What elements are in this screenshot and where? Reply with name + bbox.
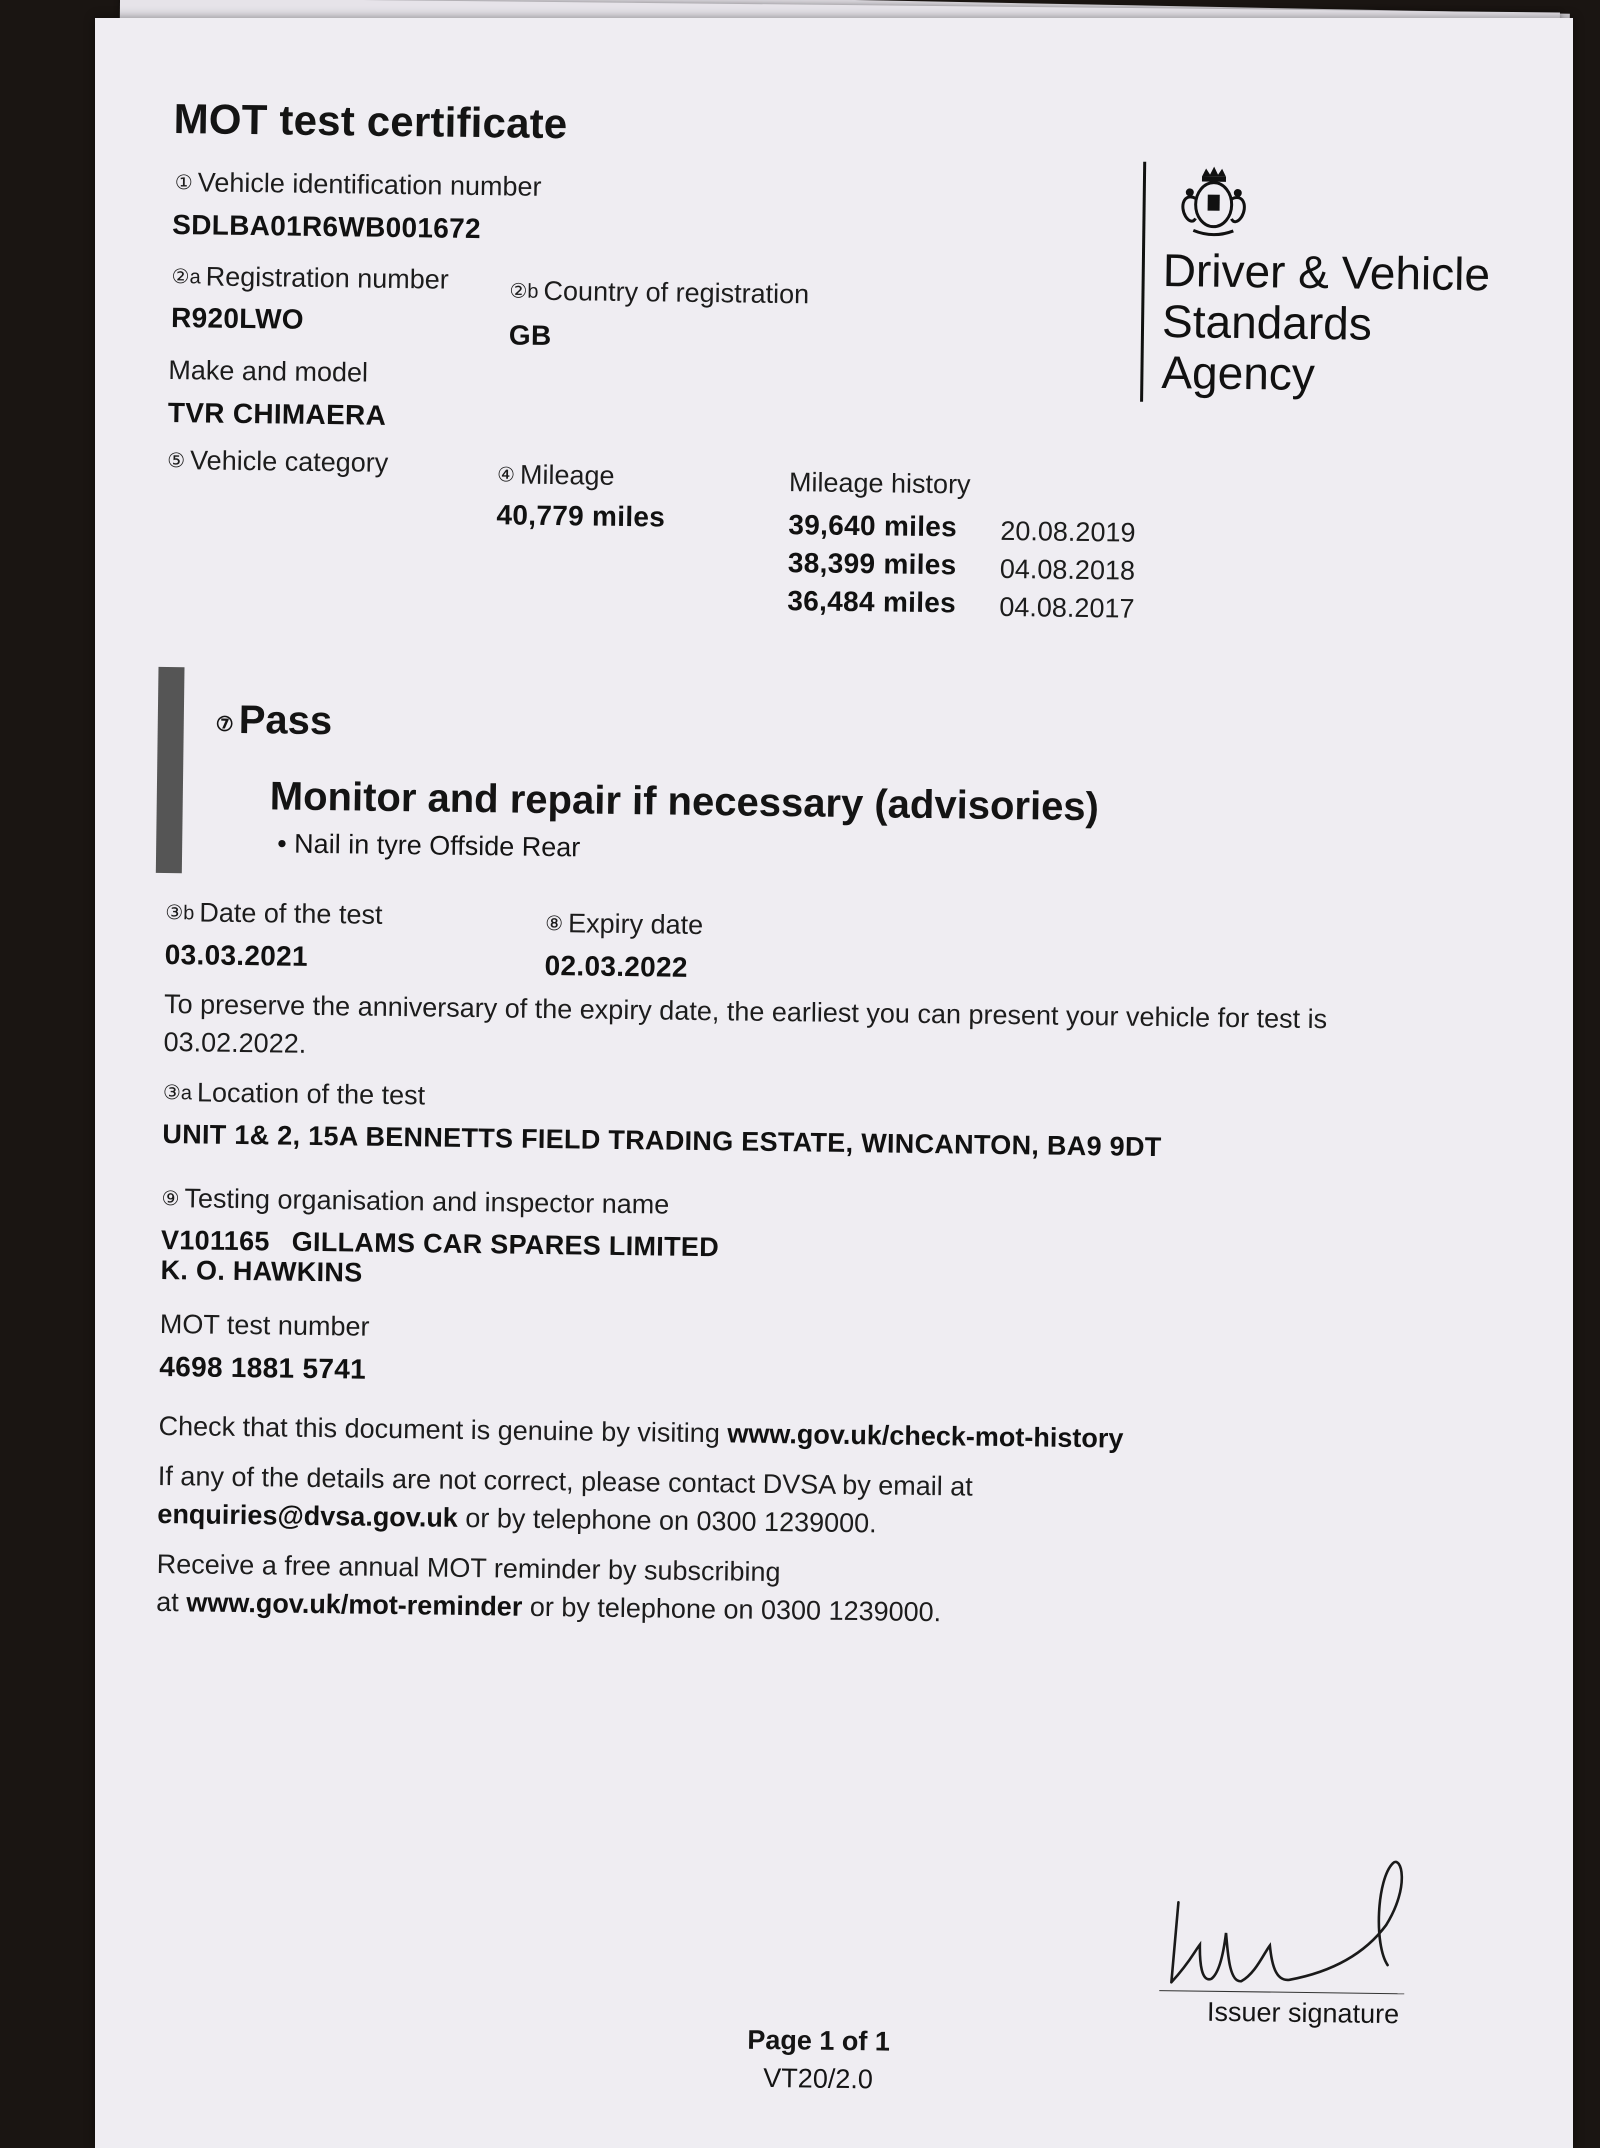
organisation-name: GILLAMS CAR SPARES LIMITED xyxy=(291,1226,720,1263)
issuer-signature-icon xyxy=(1159,1832,1421,1995)
inspector-name: K. O. HAWKINS xyxy=(160,1254,363,1288)
test-result xyxy=(216,698,333,745)
country-label-text: Country of registration xyxy=(543,275,810,310)
make-model-value: TVR CHIMAERA xyxy=(167,396,387,431)
mot-reminder-link[interactable]: www.gov.uk/mot-reminder xyxy=(186,1587,523,1622)
test-date-label-text: Date of the test xyxy=(199,897,383,930)
mot-certificate-page xyxy=(95,18,1573,2148)
site-number: V101165 xyxy=(160,1224,270,1257)
test-result-status: Pass xyxy=(238,697,333,744)
royal-crest-icon xyxy=(1171,162,1256,241)
test-date-label xyxy=(165,897,383,931)
dvsa-logo xyxy=(1140,162,1491,407)
reminder-at: at xyxy=(156,1586,179,1618)
location-label-text: Location of the test xyxy=(196,1077,426,1111)
organisation-label xyxy=(161,1183,669,1221)
registration-label-text: Registration number xyxy=(205,261,449,295)
anniversary-note xyxy=(163,985,1327,1076)
vin-label-text: Vehicle identification number xyxy=(197,167,542,202)
mileage-history-date: 04.08.2018 xyxy=(999,553,1136,586)
anniversary-note-line: 03.02.2022. xyxy=(163,1026,307,1059)
mileage-history-label: Mileage history xyxy=(788,467,971,500)
field-number-marker: ②a xyxy=(171,266,201,289)
signature-label: Issuer signature xyxy=(1206,1996,1400,2030)
mileage-label xyxy=(497,459,615,492)
vehicle-category-label xyxy=(167,445,388,479)
location-value: UNIT 1& 2, 15A BENNETTS FIELD TRADING ESTATE, WINCANTON, BA9 9DT xyxy=(162,1118,1162,1163)
make-model-label: Make and model xyxy=(168,354,369,388)
expiry-date-label-text: Expiry date xyxy=(567,908,704,941)
mileage-history-date: 20.08.2019 xyxy=(1000,515,1136,548)
agency-name-line3: Agency xyxy=(1161,345,1316,400)
expiry-date-label xyxy=(545,908,703,941)
expiry-date-value: 02.03.2022 xyxy=(544,949,688,983)
page-number: Page 1 of 1 xyxy=(747,2024,891,2057)
agency-name-line2: Standards xyxy=(1161,294,1373,350)
mot-number-label: MOT test number xyxy=(159,1308,370,1342)
contact-line: If any of the details are not correct, please contact DVSA by email at xyxy=(157,1460,973,1502)
mileage-history-miles: 38,399 miles xyxy=(787,547,957,581)
check-genuine-text xyxy=(158,1407,1123,1458)
check-mot-history-link[interactable]: www.gov.uk/check-mot-history xyxy=(727,1418,1124,1454)
field-number-marker: ③b xyxy=(165,901,195,925)
registration-label xyxy=(171,261,449,296)
mileage-history-miles: 39,640 miles xyxy=(788,509,958,543)
check-genuine-label: Check that this document is genuine by visiting xyxy=(158,1410,721,1449)
dvsa-email-link[interactable]: enquiries@dvsa.gov.uk xyxy=(157,1498,459,1533)
result-bar xyxy=(156,667,185,873)
reminder-text xyxy=(156,1545,942,1631)
mileage-value: 40,779 miles xyxy=(496,499,666,533)
field-number-marker: ⑦ xyxy=(215,713,234,736)
mileage-history-miles: 36,484 miles xyxy=(787,585,957,619)
contact-phone: or by telephone on 0300 1239000. xyxy=(465,1502,877,1539)
reminder-phone: or by telephone on 0300 1239000. xyxy=(529,1591,942,1628)
mot-number-value: 4698 1881 5741 xyxy=(159,1350,367,1385)
certificate-title: MOT test certificate xyxy=(173,95,568,148)
mileage-history-date: 04.08.2017 xyxy=(999,591,1135,624)
agency-name-line1: Driver & Vehicle xyxy=(1162,244,1491,301)
contact-text xyxy=(157,1457,973,1544)
form-version: VT20/2.0 xyxy=(763,2062,874,2095)
registration-value: R920LWO xyxy=(170,302,305,335)
field-number-marker: ⑤ xyxy=(167,449,186,473)
advisory-text: Nail in tyre Offside Rear xyxy=(293,828,581,863)
vin-label xyxy=(175,167,542,203)
field-number-marker: ②b xyxy=(509,280,539,303)
field-number-marker: ⑧ xyxy=(545,912,564,936)
location-label xyxy=(163,1077,426,1111)
mileage-label-text: Mileage xyxy=(519,459,615,491)
vehicle-category-label-text: Vehicle category xyxy=(189,445,389,478)
field-number-marker: ④ xyxy=(496,464,516,487)
vin-value: SDLBA01R6WB001672 xyxy=(172,209,482,245)
advisory-item: • Nail in tyre Offside Rear xyxy=(277,828,581,863)
field-number-marker: ⑨ xyxy=(161,1187,180,1211)
country-value: GB xyxy=(508,319,552,352)
field-number-marker: ① xyxy=(174,172,193,195)
organisation-label-text: Testing organisation and inspector name xyxy=(184,1183,670,1220)
anniversary-note-line: To preserve the anniversary of the expiry date, the earliest you can present your vehicle for test is xyxy=(163,988,1328,1035)
field-number-marker: ③a xyxy=(162,1081,193,1105)
test-date-value: 03.03.2021 xyxy=(164,938,309,972)
advisories-heading: Monitor and repair if necessary (advisories) xyxy=(269,774,1100,830)
country-label xyxy=(509,275,809,310)
reminder-line: Receive a free annual MOT reminder by subscribing xyxy=(156,1548,781,1588)
